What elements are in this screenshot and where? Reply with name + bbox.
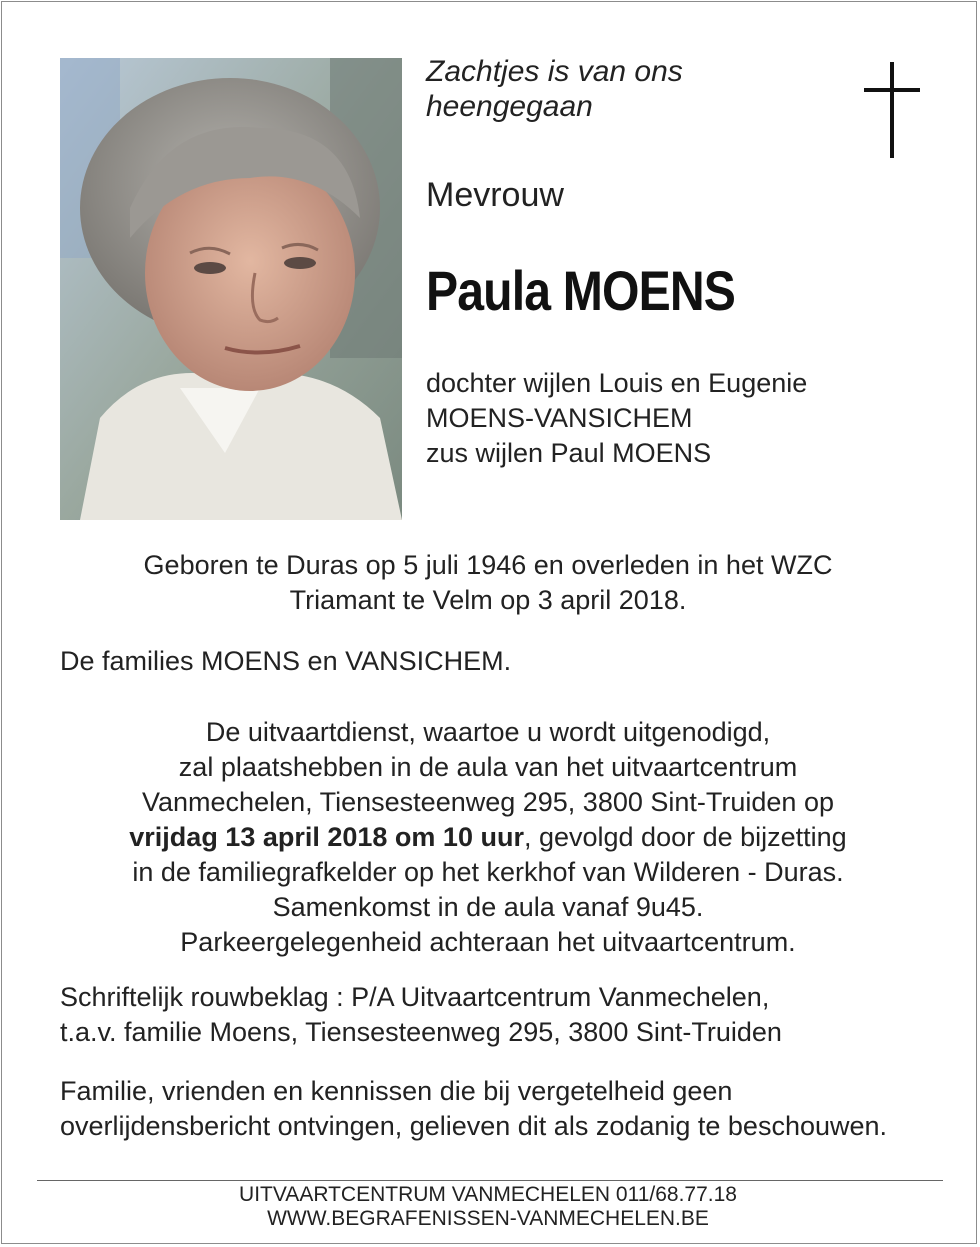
service-line-4 [60,820,916,855]
footer-website: WWW.BEGRAFENISSEN-VANMECHELEN.BE [267,1207,709,1230]
funeral-service-info [60,715,916,960]
footer-divider [37,1180,943,1181]
service-line-3: Vanmechelen, Tiensesteenweg 295, 3800 Sint-Truiden op [142,787,834,817]
service-line-7: Parkeergelegenheid achteraan het uitvaartcentrum. [180,927,796,957]
families-signature: De families MOENS en VANSICHEM. [60,646,512,676]
birth-line-2: Triamant te Velm op 3 april 2018. [289,585,687,615]
relation-line-2: MOENS-VANSICHEM [426,403,693,433]
birth-death-info [60,548,916,618]
birth-line-1: Geboren te Duras op 5 juli 1946 en overleden in het WZC [143,550,833,580]
service-line-5: in de familiegrafkelder op het kerkhof van Wilderen - Duras. [132,857,844,887]
service-date-time: vrijdag 13 april 2018 om 10 uur [129,822,524,852]
intro-line-1: Zachtjes is van ons [426,55,683,88]
condolences-line-2: t.a.v. familie Moens, Tiensesteenweg 295, 3800 Sint-Truiden [60,1017,782,1047]
honorific: Mevrouw [426,176,564,214]
service-line-4-rest: , gevolgd door de bijzetting [523,822,847,852]
service-line-1: De uitvaartdienst, waartoe u wordt uitgenodigd, [205,717,771,747]
portrait-photo [60,58,402,520]
intro-line-2: heengegaan [426,90,593,123]
service-line-6: Samenkomst in de aula vanaf 9u45. [272,892,704,922]
cross-icon [862,62,924,160]
relation-line-1: dochter wijlen Louis en Eugenie [426,368,808,398]
notice-note: Familie, vrienden en kennissen die bij vergetelheid geen overlijdensbericht ontvingen, gelieven dit als zodanig te beschouwen. [60,1076,888,1141]
family-relations [426,366,807,471]
intro-phrase [426,54,746,124]
condolences-line-1: Schriftelijk rouwbeklag : P/A Uitvaartcentrum Vanmechelen, [60,982,770,1012]
condolences-address [60,980,782,1050]
relation-line-3: zus wijlen Paul MOENS [426,438,712,468]
deceased-name: Paula MOENS [426,259,736,322]
footer [0,1183,976,1231]
service-line-2: zal plaatshebben in de aula van het uitvaartcentrum [178,752,798,782]
footer-company-phone: UITVAARTCENTRUM VANMECHELEN 011/68.77.18 [239,1183,737,1206]
